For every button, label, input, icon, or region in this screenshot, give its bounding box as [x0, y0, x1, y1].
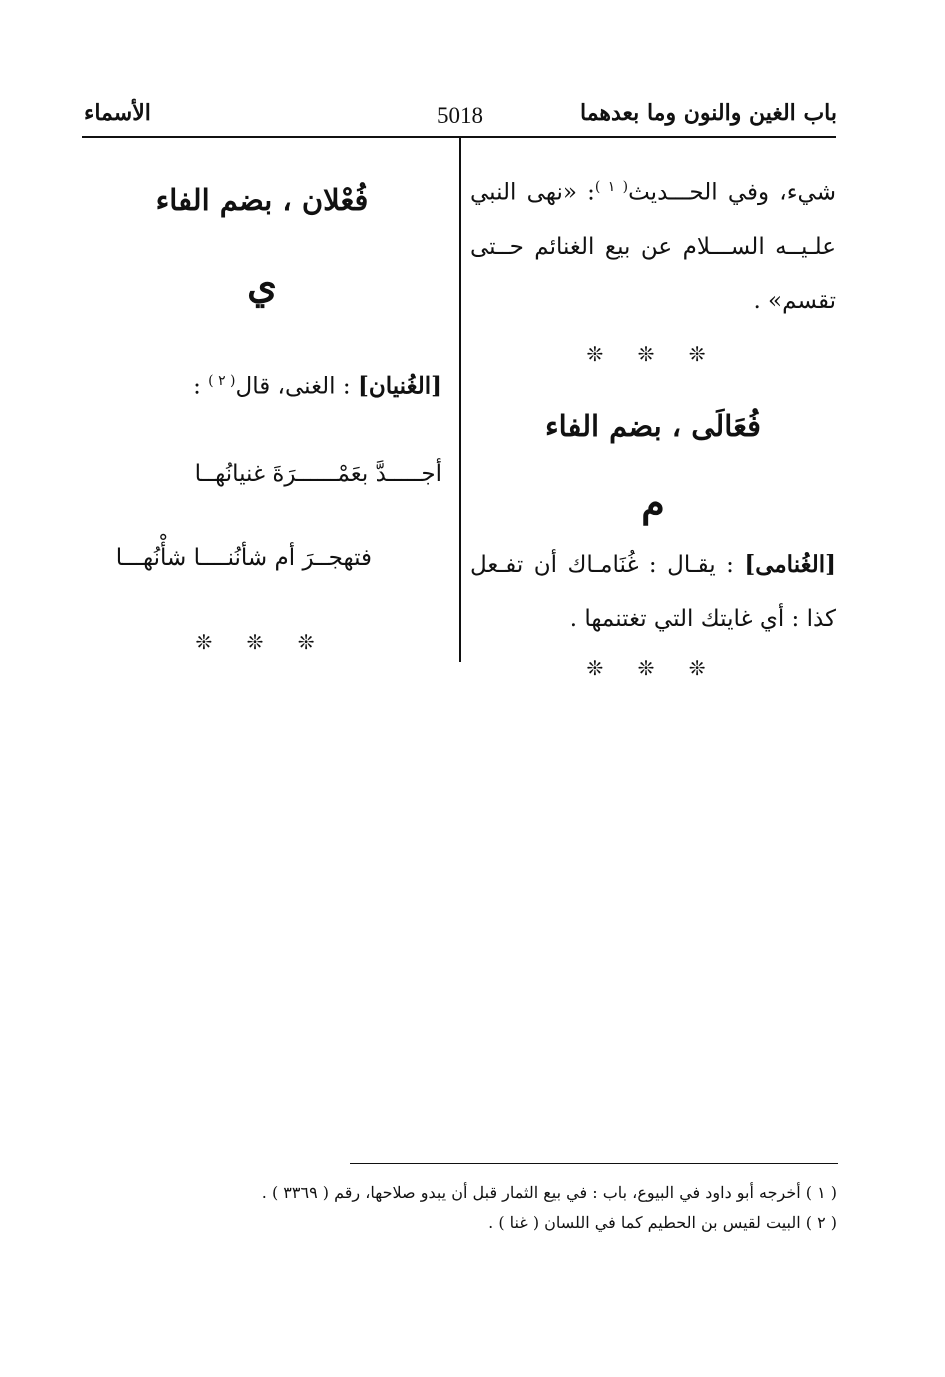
right-column	[470, 160, 836, 688]
column-divider	[459, 137, 461, 662]
footnote-ref-2: ( ٢ )	[208, 373, 236, 389]
footnote-2: ( ٢ ) البيت لقيس بن الحطيم كما في اللسان ( غنا ) .	[488, 1213, 837, 1232]
chapter-title: باب الغين والنون وما بعدهما	[579, 100, 837, 126]
section-separator: ❊ ❊ ❊	[586, 341, 720, 366]
hadith-paragraph	[470, 160, 836, 328]
entry-text: : يقـال : غُنَامـاك أن تفـعل كذا : أي غايتك التي تغتنمها .	[470, 551, 836, 632]
verse-line-1: أجـــــدَّ بعَمْــــــرَةَ غنيانُهــا	[194, 460, 442, 487]
letter-heading: م	[641, 479, 665, 525]
section-title: الأسماء	[84, 100, 151, 126]
entry-text: : الغنى، قال	[235, 373, 351, 400]
footnote-ref-1: ( ١ )	[594, 179, 629, 195]
entry-word: [الغُنيان]	[357, 372, 442, 400]
entry-paragraph	[82, 354, 442, 414]
entry-paragraph	[470, 538, 836, 646]
footnote-1: ( ١ ) أخرجه أبو داود في البيوع، باب : في بيع الثمار قبل أن يبدو صلاحها، رقم ( ٣٣٦٩ ) .	[261, 1183, 837, 1202]
letter-heading: ي	[247, 262, 277, 307]
section-separator: ❊ ❊ ❊	[195, 629, 329, 654]
entry-colon: :	[193, 373, 201, 400]
footnote-rule	[350, 1163, 838, 1164]
page-number: 5018	[437, 103, 483, 128]
pattern-heading: فُعَالَى ، بضم الفاء	[545, 408, 761, 443]
section-separator: ❊ ❊ ❊	[586, 655, 720, 680]
footnotes	[197, 1178, 837, 1238]
hadith-text-start: شيء، وفي الحـــديث	[628, 179, 836, 206]
left-column	[82, 160, 442, 662]
pattern-heading: فُعْلان ، بضم الفاء	[155, 183, 369, 217]
verse-line-2: فتهجــرَ أم شأنُنــــا شأْنُهـــا	[115, 544, 372, 571]
hadith-text-end: : «نهى النبي علـيــه الســـلام عن بيع الغنائم حــتى تقسم» .	[470, 179, 836, 314]
entry-word: [الغُنامى]	[744, 550, 837, 578]
